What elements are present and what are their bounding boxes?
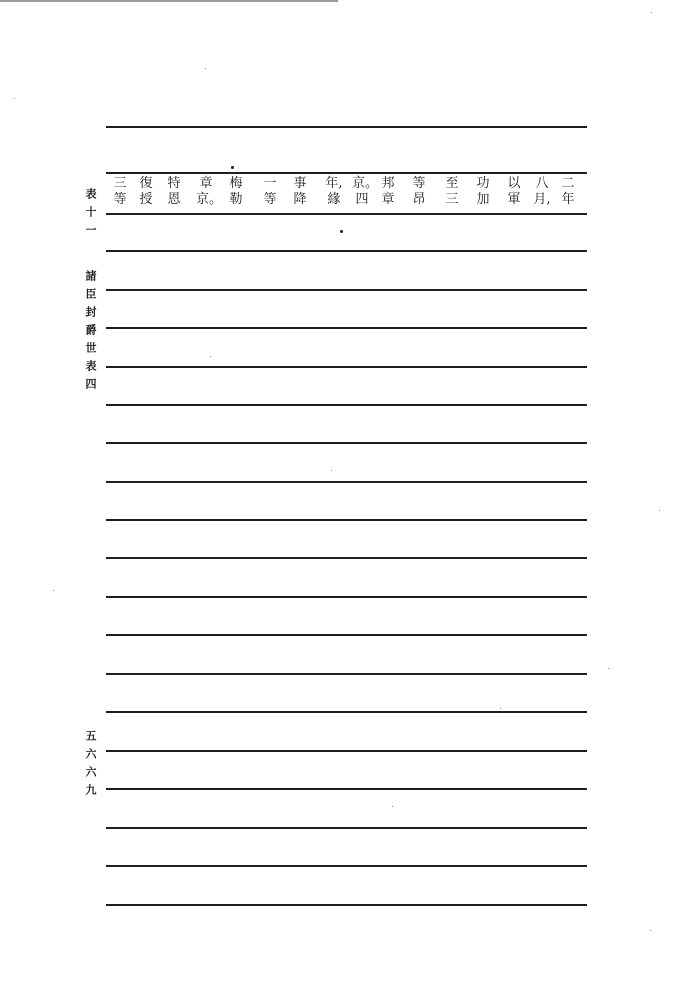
table-rule [106, 289, 587, 291]
entry-column: 二 年 [561, 176, 575, 207]
scan-speck [53, 590, 54, 591]
scan-speck [659, 510, 660, 511]
table-rule [106, 788, 587, 790]
table-rule [106, 126, 587, 128]
table-rule [106, 172, 587, 174]
table-rule [106, 711, 587, 713]
section-title: 表十一 [84, 188, 97, 242]
entry-column: 八 月, [533, 176, 551, 207]
scan-speck [651, 12, 652, 13]
table-entry [106, 176, 587, 214]
scan-speck [331, 470, 332, 471]
page-top-edge [0, 0, 338, 2]
table-rule [106, 327, 587, 329]
table-rule [106, 250, 587, 252]
entry-column: 章 京。 [196, 176, 223, 207]
entry-column: 功 加 [476, 176, 490, 207]
table-rule [106, 865, 587, 867]
entry-column: 京。 四 [352, 176, 379, 207]
table-rule [106, 557, 587, 559]
table-rule [106, 442, 587, 444]
scan-speck [205, 68, 206, 69]
scan-speck [14, 98, 15, 99]
entry-column: 事 降 [293, 176, 307, 207]
table-rule [106, 904, 587, 906]
entry-column: 一 等 [263, 176, 277, 207]
table-rule [106, 404, 587, 406]
table-rule [106, 596, 587, 598]
scan-speck [608, 668, 609, 669]
scan-speck [392, 806, 393, 807]
scan-speck [500, 708, 501, 709]
scan-speck [650, 930, 651, 931]
print-mark [340, 230, 343, 233]
table-rule [106, 634, 587, 636]
entry-column: 三 等 [113, 176, 127, 207]
table-rule [106, 366, 587, 368]
entry-column: 至 三 [445, 176, 459, 207]
table-rule [106, 750, 587, 752]
table-rule [106, 827, 587, 829]
table-rule [106, 481, 587, 483]
entry-column: 復 授 [139, 176, 153, 207]
entry-column: 邦 章 [381, 176, 395, 207]
entry-column: 等 昂 [412, 176, 426, 207]
table-rule [106, 673, 587, 675]
table-title: 諸臣封爵世表四 [84, 270, 97, 396]
table-rule [106, 519, 587, 521]
entry-column: 特 恩 [167, 176, 181, 207]
print-mark [231, 166, 234, 169]
scan-speck [210, 356, 211, 357]
entry-column: 年, 緣 [325, 176, 343, 207]
entry-column: 以 軍 [507, 176, 521, 207]
entry-column: 梅 勒 [229, 176, 243, 207]
page-number: 五六六九 [84, 730, 97, 802]
